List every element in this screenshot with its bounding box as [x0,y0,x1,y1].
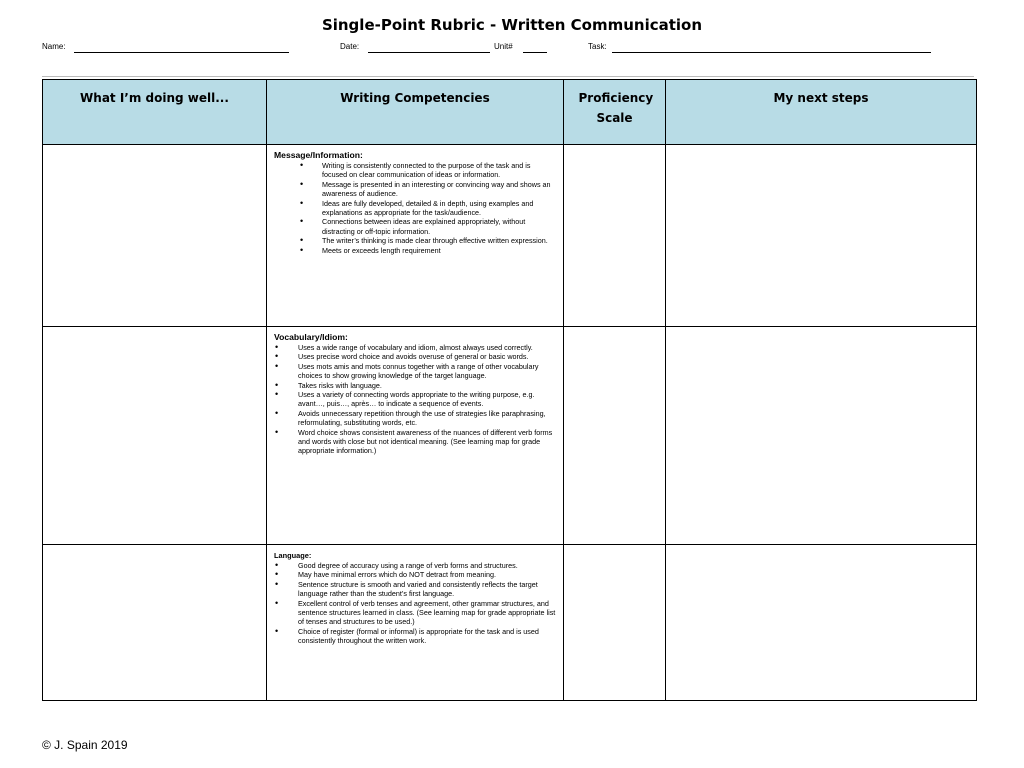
competency-cell [267,545,564,701]
name-field[interactable] [74,52,289,53]
col-header-proficiency-label: Proficiency Scale [578,91,654,125]
competency-list [274,343,557,456]
date-field[interactable] [368,52,490,53]
rubric-header-row [43,80,977,145]
next-steps-cell[interactable] [666,145,977,327]
list-item: • Uses precise word choice and avoids overuse of general or basic words. [274,352,557,361]
list-item: • Connections between ideas are explained appropriately, without distracting or off-topic information. [274,217,557,236]
competency-cell [267,327,564,545]
competency-title: Language: [274,551,312,560]
date-label: Date: [340,42,360,51]
list-item: • Uses a variety of connecting words appropriate to the writing purpose, e.g. avant…, puis…, après… to indicate a sequence of events. [274,390,557,409]
rubric-row-message [43,145,977,327]
rubric-row-language [43,545,977,701]
col-header-competencies: Writing Competencies [267,80,564,145]
list-item: • May have minimal errors which do NOT detract from meaning. [274,570,557,579]
col-header-next-steps: My next steps [666,80,977,145]
competency-list [274,161,557,255]
doing-well-cell[interactable] [43,545,267,701]
list-item: • Takes risks with language. [274,381,557,390]
list-item: • Uses a wide range of vocabulary and idiom, almost always used correctly. [274,343,557,352]
list-item: • Excellent control of verb tenses and agreement, other grammar structures, and sentence structures learned in class. (See learning map for grade appropriate list of tenses and structures to be used.) [274,599,557,627]
competency-title: Vocabulary/Idiom: [274,332,348,342]
name-label: Name: [42,42,66,51]
list-item: • The writer’s thinking is made clear through effective written expression. [274,236,557,245]
doing-well-cell[interactable] [43,327,267,545]
list-item: • Writing is consistently connected to the purpose of the task and is focused on clear communication of ideas or information. [274,161,557,180]
list-item: • Word choice shows consistent awareness of the nuances of different verb forms and words with close but not identical meaning. (See learning map for grade appropriate information.) [274,428,557,456]
competency-cell [267,145,564,327]
list-item: • Avoids unnecessary repetition through the use of strategies like paraphrasing, reformulating, substituting words, etc. [274,409,557,428]
rubric-row-vocabulary [43,327,977,545]
competency-title: Message/Information: [274,150,363,160]
list-item: • Choice of register (formal or informal) is appropriate for the task and is used consistently throughout the written work. [274,627,557,646]
proficiency-cell[interactable] [564,327,666,545]
list-item: • Ideas are fully developed, detailed & in depth, using examples and explanations as appropriate for the task/audience. [274,199,557,218]
proficiency-cell[interactable] [564,545,666,701]
copyright-notice: © J. Spain 2019 [42,738,128,752]
unit-field[interactable] [523,52,547,53]
list-item: • Message is presented in an interesting or convincing way and shows an awareness of audience. [274,180,557,199]
competency-list [274,561,557,646]
task-field[interactable] [612,52,931,53]
proficiency-cell[interactable] [564,145,666,327]
list-item: • Uses mots amis and mots connus together with a range of other vocabulary choices to show growing knowledge of the target language. [274,362,557,381]
rubric-table [42,79,977,701]
list-item: • Sentence structure is smooth and varied and consistently reflects the target language rather than the student’s first language. [274,580,557,599]
list-item: • Good degree of accuracy using a range of verb forms and structures. [274,561,557,570]
header-divider [42,76,974,77]
page-title: Single-Point Rubric - Written Communication [321,16,703,34]
next-steps-cell[interactable] [666,545,977,701]
unit-label: Unit# [494,42,513,51]
col-header-proficiency [564,80,666,145]
doing-well-cell[interactable] [43,145,267,327]
task-label: Task: [588,42,607,51]
student-info-fields [42,42,972,56]
list-item: • Meets or exceeds length requirement [274,246,557,255]
next-steps-cell[interactable] [666,327,977,545]
col-header-doing-well: What I’m doing well... [43,80,267,145]
